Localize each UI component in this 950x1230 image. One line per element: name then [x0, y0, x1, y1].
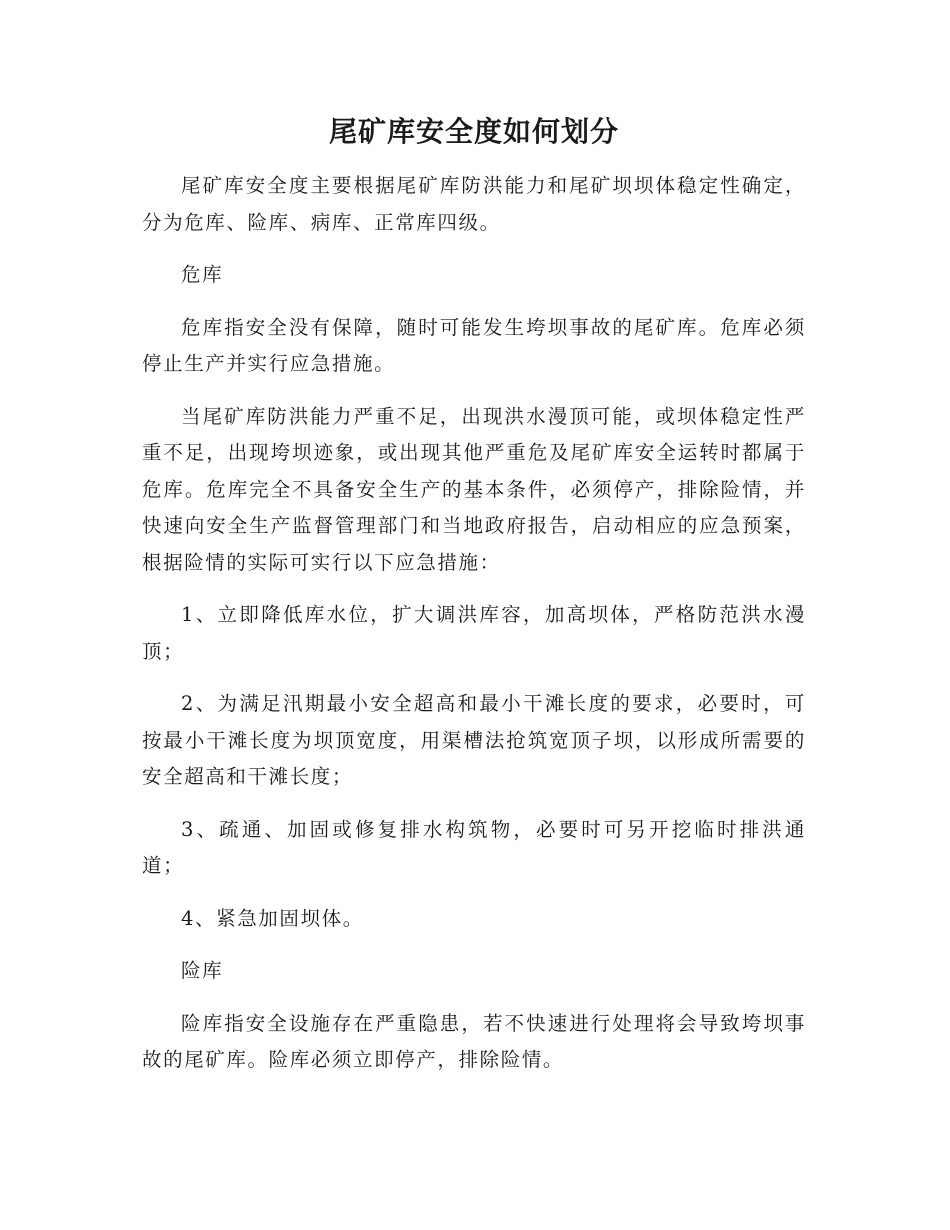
paragraph-danger-conditions: 当尾矿库防洪能力严重不足，出现洪水漫顶可能，或坝体稳定性严重不足，出现垮坝迹象，或出现其他严重危及尾矿库安全运转时都属于危库。危库完全不具备安全生产的基本条件，必须停产，排除险情，并快速向安全生产监督管理部门和当地政府报告，启动相应的应急预案，根据险情的实际可实行以下应急措施：: [142, 404, 806, 574]
list-item-measure-3: 3、疏通、加固或修复排水构筑物，必要时可另开挖临时排洪通道；: [142, 817, 806, 877]
list-item-measure-1: 1、立即降低库水位，扩大调洪库容，加高坝体，严格防范洪水漫顶；: [142, 603, 806, 663]
section-heading-danger-reservoir: 危库: [181, 263, 224, 286]
paragraph-intro: 尾矿库安全度主要根据尾矿库防洪能力和尾矿坝坝体稳定性确定，分为危库、险库、病库、正常库四级。: [142, 174, 806, 234]
list-item-measure-4: 4、紧急加固坝体。: [181, 906, 364, 930]
section-heading-risk-reservoir: 险库: [181, 959, 224, 982]
list-item-measure-2: 2、为满足汛期最小安全超高和最小干滩长度的要求，必要时，可按最小干滩长度为坝顶宽度，用渠槽法抢筑宽顶子坝，以形成所需要的安全超高和干滩长度；: [142, 692, 806, 788]
document-page: [142, 110, 806, 1095]
paragraph-danger-definition: 危库指安全没有保障，随时可能发生垮坝事故的尾矿库。危库必须停止生产并实行应急措施。: [142, 315, 806, 375]
document-title: 尾矿库安全度如何划分: [328, 115, 619, 148]
paragraph-risk-definition: 险库指安全设施存在严重隐患，若不快速进行处理将会导致垮坝事故的尾矿库。险库必须立即停产，排除险情。: [142, 1011, 806, 1071]
